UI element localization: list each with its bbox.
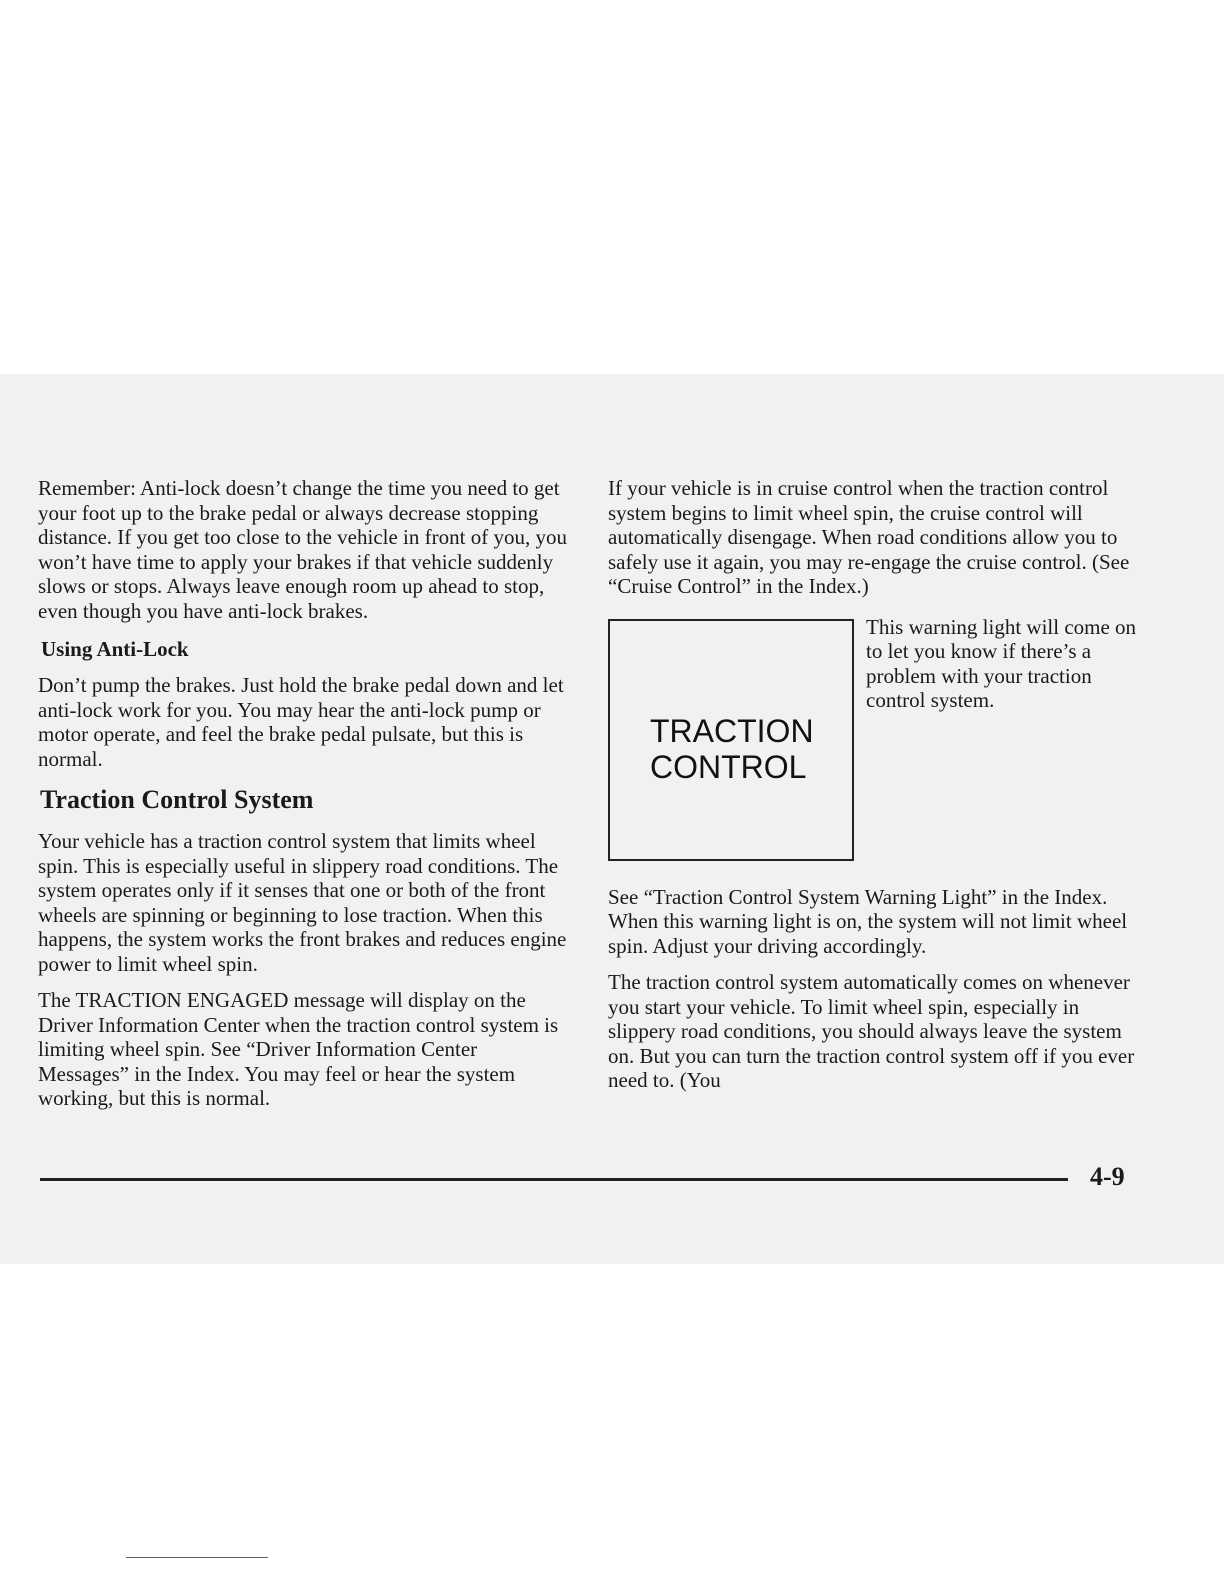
left-column — [38, 476, 568, 1123]
warning-light-line2: CONTROL — [650, 748, 807, 785]
traction-control-warning-light — [608, 619, 854, 861]
link-underline — [126, 1557, 268, 1558]
warning-light-reference-paragraph: See “Traction Control System Warning Light” in the Index. When this warning light is on, the system will not limit wheel spin. Adjust your driving accordingly. — [608, 884, 1128, 958]
page-number: 4-9 — [1090, 1162, 1125, 1191]
right-column — [608, 476, 1143, 1105]
cruise-control-paragraph: If your vehicle is in cruise control when the traction control system begins to limit wheel spin, the cruise control will automatically disengage. When road conditions allow you to safely use it again, you may re-engage the cruise control. (See “Cruise Control” in the Index.) — [608, 476, 1130, 598]
using-antilock-heading: Using Anti-Lock — [41, 637, 189, 661]
traction-control-heading: Traction Control System — [40, 785, 314, 814]
antilock-usage-paragraph: Don’t pump the brakes. Just hold the brake pedal down and let anti-lock work for you. You may hear the anti-lock pump or motor operate, and feel the brake pedal pulsate, but this is normal. — [38, 673, 564, 771]
traction-intro-paragraph: Your vehicle has a traction control system that limits wheel spin. This is especially useful in slippery road conditions. The system operates only if it senses that one or both of the front wheels are spinning or beginning to lose traction. When this happens, the system works the front brakes and reduces engine power to limit wheel spin. — [38, 829, 567, 976]
footer-rule — [40, 1178, 1068, 1181]
warning-light-figure — [608, 615, 1143, 885]
warning-light-caption: This warning light will come on to let you know if there’s a problem with your traction control system. — [866, 614, 1137, 712]
antilock-reminder-paragraph: Remember: Anti-lock doesn’t change the time you need to get your foot up to the brake pedal or always decrease stopping distance. If you get too close to the vehicle in front of you, you won’t have time to apply your brakes if that vehicle suddenly slows or stops. Always leave enough room up ahead to stop, even though you have anti-lock brakes. — [38, 476, 567, 623]
warning-light-label — [650, 713, 814, 785]
traction-auto-on-paragraph: The traction control system automatically comes on whenever you start your vehicle. To limit wheel spin, especially in slippery road conditions, you should always leave the system on. But you can turn the traction control system off if you ever need to. (You — [608, 970, 1135, 1092]
traction-engaged-paragraph: The TRACTION ENGAGED message will display on the Driver Information Center when the traction control system is limiting wheel spin. See “Driver Information Center Messages” in the Index. You may feel or hear the system working, but this is normal. — [38, 988, 559, 1110]
warning-light-line1: TRACTION — [650, 712, 814, 749]
